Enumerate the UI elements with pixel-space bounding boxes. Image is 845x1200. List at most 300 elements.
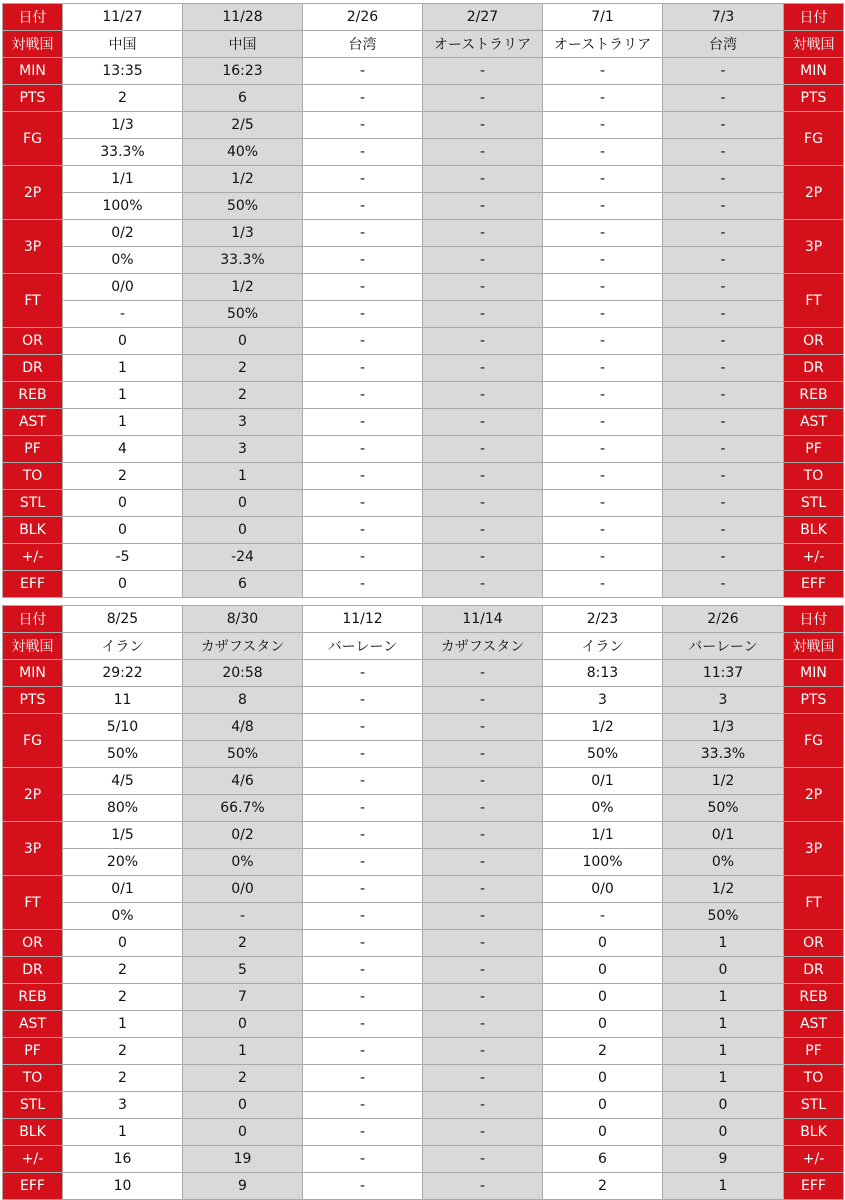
row-label-right: +/- [784, 1146, 844, 1173]
pct-cell: - [663, 139, 784, 166]
stat-cell: 0 [663, 1119, 784, 1146]
pct-cell: - [663, 193, 784, 220]
pct-cell: - [423, 301, 543, 328]
stat-row [3, 660, 844, 687]
stat-cell: 0 [663, 1092, 784, 1119]
pct-cell: - [303, 849, 423, 876]
stat-cell: - [423, 58, 543, 85]
pct-cell: - [303, 795, 423, 822]
pct-cell: - [423, 193, 543, 220]
row-label-right: PTS [784, 85, 844, 112]
stat-cell: - [663, 436, 784, 463]
pct-cell: - [303, 741, 423, 768]
stat-row [3, 58, 844, 85]
stat-cell: 0/1 [543, 768, 663, 795]
stat-cell: 2/23 [543, 606, 663, 633]
row-label-right: 2P [784, 768, 844, 822]
stat-cell: イラン [543, 633, 663, 660]
stat-cell: 7 [183, 984, 303, 1011]
stat-pct-row [3, 193, 844, 220]
row-label-right: FT [784, 274, 844, 328]
stat-cell: 6 [183, 571, 303, 598]
stat-row [3, 463, 844, 490]
stat-cell: - [663, 463, 784, 490]
stat-pct-row [3, 795, 844, 822]
stat-cell: 5/10 [63, 714, 183, 741]
stat-cell: 6 [183, 85, 303, 112]
row-label: 対戦国 [3, 633, 63, 660]
stat-cell: - [423, 1011, 543, 1038]
stat-cell: 0/0 [183, 876, 303, 903]
row-label-right: MIN [784, 660, 844, 687]
stat-row [3, 436, 844, 463]
pct-cell: 50% [663, 795, 784, 822]
stat-row [3, 1119, 844, 1146]
pct-cell: 33.3% [63, 139, 183, 166]
row-label-right: 3P [784, 822, 844, 876]
stat-cell: 9 [183, 1173, 303, 1200]
stat-cell: 1/1 [543, 822, 663, 849]
stat-cell: 0 [183, 1092, 303, 1119]
stat-cell: 0 [63, 517, 183, 544]
stat-cell: - [663, 571, 784, 598]
row-label-right: TO [784, 1065, 844, 1092]
stat-cell: - [423, 544, 543, 571]
stat-cell: 0 [63, 328, 183, 355]
stat-cell: - [663, 85, 784, 112]
stat-cell: 1 [663, 1065, 784, 1092]
stat-cell: 0/1 [63, 876, 183, 903]
pct-cell: 66.7% [183, 795, 303, 822]
row-label: OR [3, 328, 63, 355]
stat-pct-row [3, 849, 844, 876]
stat-cell: - [303, 1119, 423, 1146]
stat-cell: - [423, 517, 543, 544]
stat-cell: 1 [663, 1173, 784, 1200]
stat-cell: - [663, 517, 784, 544]
stat-cell: - [423, 1173, 543, 1200]
stat-cell: - [663, 382, 784, 409]
stat-cell: 7/1 [543, 4, 663, 31]
stat-cell: 10 [63, 1173, 183, 1200]
stat-cell: 11/27 [63, 4, 183, 31]
stat-cell: 4 [63, 436, 183, 463]
stat-pct-row [3, 301, 844, 328]
stat-cell: 11/12 [303, 606, 423, 633]
stat-cell: 2 [63, 85, 183, 112]
row-label: 日付 [3, 4, 63, 31]
stat-cell: - [423, 1092, 543, 1119]
stat-cell: - [303, 1011, 423, 1038]
stat-cell: 1/3 [183, 220, 303, 247]
stat-cell: - [303, 930, 423, 957]
stat-row [3, 1011, 844, 1038]
stat-cell: 1 [183, 463, 303, 490]
row-label: 3P [3, 822, 63, 876]
stat-cell: 1/3 [663, 714, 784, 741]
stat-cell: 0 [543, 984, 663, 1011]
stat-cell: 16:23 [183, 58, 303, 85]
stat-cell: 0 [543, 1119, 663, 1146]
stat-cell: 3 [63, 1092, 183, 1119]
pct-cell: 50% [183, 741, 303, 768]
stat-cell: - [663, 166, 784, 193]
stat-cell: - [303, 1065, 423, 1092]
row-label: PTS [3, 687, 63, 714]
stat-cell: - [543, 490, 663, 517]
pct-cell: - [423, 139, 543, 166]
stat-cell: - [543, 382, 663, 409]
stat-cell: - [303, 490, 423, 517]
stat-row [3, 274, 844, 301]
stat-row [3, 382, 844, 409]
stat-cell: - [423, 1065, 543, 1092]
stat-cell: 4/8 [183, 714, 303, 741]
pct-cell: 50% [63, 741, 183, 768]
stat-cell: 1/2 [183, 166, 303, 193]
stat-cell: 11/14 [423, 606, 543, 633]
row-label-right: MIN [784, 58, 844, 85]
stat-row [3, 822, 844, 849]
stat-cell: - [423, 490, 543, 517]
stat-row [3, 768, 844, 795]
stat-cell: 0 [63, 490, 183, 517]
pct-cell: - [543, 193, 663, 220]
stat-pct-row [3, 247, 844, 274]
stat-cell: 0 [63, 930, 183, 957]
stat-cell: オーストラリア [423, 31, 543, 58]
pct-cell: 100% [543, 849, 663, 876]
row-label: FT [3, 274, 63, 328]
row-label-right: OR [784, 328, 844, 355]
row-label: 3P [3, 220, 63, 274]
row-label: REB [3, 984, 63, 1011]
row-label: OR [3, 930, 63, 957]
row-label-right: AST [784, 1011, 844, 1038]
row-label: TO [3, 463, 63, 490]
stat-cell: 0 [183, 517, 303, 544]
pct-cell: - [543, 139, 663, 166]
stat-cell: 1 [663, 1011, 784, 1038]
stat-cell: - [423, 957, 543, 984]
stat-cell: 8/30 [183, 606, 303, 633]
stat-cell: - [303, 274, 423, 301]
row-label: 日付 [3, 606, 63, 633]
stat-cell: - [663, 274, 784, 301]
stat-row [3, 876, 844, 903]
stat-cell: 2 [63, 463, 183, 490]
row-label-right: PTS [784, 687, 844, 714]
opponent-row [3, 633, 844, 660]
stat-cell: 2 [183, 1065, 303, 1092]
stat-cell: -24 [183, 544, 303, 571]
stat-cell: 2/26 [303, 4, 423, 31]
row-label: +/- [3, 544, 63, 571]
stats-table-1 [2, 3, 844, 598]
stat-row [3, 490, 844, 517]
stat-cell: 1 [63, 409, 183, 436]
stats-table-2 [2, 605, 844, 1200]
stat-cell: 0/2 [183, 822, 303, 849]
stat-cell: 11:37 [663, 660, 784, 687]
stat-cell: 1 [63, 355, 183, 382]
stat-cell: 8:13 [543, 660, 663, 687]
stat-cell: - [423, 822, 543, 849]
stat-cell: - [423, 274, 543, 301]
row-label: EFF [3, 1173, 63, 1200]
stat-cell: 1 [63, 382, 183, 409]
stat-cell: 2 [63, 984, 183, 1011]
stat-cell: 0 [543, 1011, 663, 1038]
stat-cell: 0/0 [543, 876, 663, 903]
pct-cell: - [663, 247, 784, 274]
stat-cell: 2 [183, 355, 303, 382]
row-label-right: PF [784, 436, 844, 463]
opponent-row [3, 31, 844, 58]
pct-cell: - [543, 301, 663, 328]
stat-cell: 0 [543, 1092, 663, 1119]
stat-cell: - [543, 571, 663, 598]
stat-row [3, 409, 844, 436]
stat-cell: 0/1 [663, 822, 784, 849]
stat-cell: - [543, 436, 663, 463]
row-label-right: DR [784, 957, 844, 984]
row-label-right: FG [784, 714, 844, 768]
row-label-right: REB [784, 382, 844, 409]
stat-cell: - [303, 876, 423, 903]
stat-cell: 7/3 [663, 4, 784, 31]
pct-cell: - [423, 795, 543, 822]
stat-cell: 1 [663, 1038, 784, 1065]
pct-cell: - [303, 903, 423, 930]
stat-cell: イラン [63, 633, 183, 660]
row-label-right: 日付 [784, 606, 844, 633]
pct-cell: - [543, 247, 663, 274]
row-label-right: AST [784, 409, 844, 436]
row-label-right: FT [784, 876, 844, 930]
row-label-right: STL [784, 1092, 844, 1119]
stat-cell: - [423, 687, 543, 714]
stat-row [3, 517, 844, 544]
stat-cell: 1 [663, 984, 784, 1011]
stat-cell: - [303, 687, 423, 714]
date-row [3, 4, 844, 31]
stat-cell: - [543, 274, 663, 301]
stat-cell: - [423, 112, 543, 139]
pct-cell: 0% [663, 849, 784, 876]
stat-row [3, 984, 844, 1011]
pct-cell: - [423, 247, 543, 274]
stat-cell: 0 [183, 328, 303, 355]
stat-cell: - [543, 58, 663, 85]
stat-cell: 20:58 [183, 660, 303, 687]
stat-cell: - [423, 166, 543, 193]
stat-cell: - [423, 355, 543, 382]
stat-cell: - [543, 409, 663, 436]
stat-cell: - [303, 58, 423, 85]
pct-cell: 0% [63, 903, 183, 930]
stat-cell: 11 [63, 687, 183, 714]
stat-cell: - [303, 328, 423, 355]
stat-cell: バーレーン [663, 633, 784, 660]
stat-cell: 0/0 [63, 274, 183, 301]
stat-cell: 1/1 [63, 166, 183, 193]
stat-cell: - [543, 517, 663, 544]
stat-cell: - [423, 1038, 543, 1065]
row-label-right: STL [784, 490, 844, 517]
row-label: PTS [3, 85, 63, 112]
stat-cell: - [423, 714, 543, 741]
stat-cell: 2 [63, 957, 183, 984]
stat-cell: - [543, 544, 663, 571]
stat-row [3, 112, 844, 139]
stat-cell: - [663, 355, 784, 382]
stat-cell: 0 [63, 571, 183, 598]
stat-cell: 0 [543, 957, 663, 984]
stat-row [3, 85, 844, 112]
stat-cell: 1 [663, 930, 784, 957]
stat-row [3, 355, 844, 382]
stat-row [3, 1092, 844, 1119]
stat-cell: - [303, 355, 423, 382]
stat-cell: 台湾 [303, 31, 423, 58]
row-label-right: TO [784, 463, 844, 490]
stat-pct-row [3, 903, 844, 930]
pct-cell: - [423, 849, 543, 876]
stat-cell: 1/3 [63, 112, 183, 139]
stat-cell: - [303, 1173, 423, 1200]
row-label-right: PF [784, 1038, 844, 1065]
stat-cell: 台湾 [663, 31, 784, 58]
pct-cell: 0% [63, 247, 183, 274]
stat-row [3, 1173, 844, 1200]
row-label: MIN [3, 660, 63, 687]
pct-cell: 50% [183, 301, 303, 328]
row-label: DR [3, 957, 63, 984]
stat-cell: - [423, 1119, 543, 1146]
pct-cell: 40% [183, 139, 303, 166]
stat-cell: - [303, 220, 423, 247]
stat-cell: 16 [63, 1146, 183, 1173]
stat-cell: - [303, 544, 423, 571]
stat-cell: 3 [663, 687, 784, 714]
pct-cell: - [423, 741, 543, 768]
pct-cell: - [63, 301, 183, 328]
stat-row [3, 328, 844, 355]
pct-cell: 50% [183, 193, 303, 220]
stat-cell: - [303, 85, 423, 112]
row-label: DR [3, 355, 63, 382]
stat-row [3, 687, 844, 714]
pct-cell: 33.3% [183, 247, 303, 274]
row-label: MIN [3, 58, 63, 85]
stat-cell: 2/5 [183, 112, 303, 139]
stat-cell: - [543, 112, 663, 139]
pct-cell: 50% [543, 741, 663, 768]
stat-cell: 8 [183, 687, 303, 714]
stat-cell: - [663, 112, 784, 139]
stat-cell: - [543, 85, 663, 112]
stat-cell: 2 [543, 1173, 663, 1200]
stat-cell: - [423, 571, 543, 598]
pct-cell: - [663, 301, 784, 328]
row-label: +/- [3, 1146, 63, 1173]
stat-cell: 2 [183, 382, 303, 409]
pct-cell: 0% [183, 849, 303, 876]
stat-cell: 2 [63, 1065, 183, 1092]
row-label-right: BLK [784, 517, 844, 544]
stat-pct-row [3, 741, 844, 768]
row-label: EFF [3, 571, 63, 598]
stat-cell: - [423, 85, 543, 112]
stat-cell: 2 [183, 930, 303, 957]
pct-cell: - [543, 903, 663, 930]
stat-cell: - [423, 660, 543, 687]
row-label-right: DR [784, 355, 844, 382]
stat-cell: 4/5 [63, 768, 183, 795]
stat-cell: - [303, 112, 423, 139]
stat-cell: - [303, 571, 423, 598]
stat-row [3, 957, 844, 984]
stat-cell: - [663, 409, 784, 436]
stat-cell: 6 [543, 1146, 663, 1173]
stat-cell: - [423, 768, 543, 795]
stat-row [3, 544, 844, 571]
stat-cell: 29:22 [63, 660, 183, 687]
stat-cell: - [303, 984, 423, 1011]
row-label-right: 対戦国 [784, 31, 844, 58]
row-label-right: 対戦国 [784, 633, 844, 660]
row-label: STL [3, 1092, 63, 1119]
stat-cell: バーレーン [303, 633, 423, 660]
stat-cell: - [303, 822, 423, 849]
stat-cell: - [423, 382, 543, 409]
row-label-right: 3P [784, 220, 844, 274]
row-label-right: EFF [784, 571, 844, 598]
stat-cell: - [423, 220, 543, 247]
stat-cell: - [303, 166, 423, 193]
stat-cell: - [663, 490, 784, 517]
stat-cell: - [303, 1092, 423, 1119]
stat-cell: - [423, 876, 543, 903]
stat-cell: 0 [543, 1065, 663, 1092]
stat-cell: 3 [183, 409, 303, 436]
stat-cell: - [663, 328, 784, 355]
stat-cell: カザフスタン [423, 633, 543, 660]
row-label-right: BLK [784, 1119, 844, 1146]
stat-cell: - [543, 328, 663, 355]
stat-cell: 0 [183, 490, 303, 517]
stat-cell: - [423, 328, 543, 355]
stat-cell: - [543, 355, 663, 382]
stat-row [3, 1065, 844, 1092]
stat-row [3, 166, 844, 193]
stat-cell: - [423, 409, 543, 436]
stat-cell: - [303, 768, 423, 795]
stat-cell: - [303, 1038, 423, 1065]
stat-row [3, 930, 844, 957]
stat-cell: 11/28 [183, 4, 303, 31]
pct-cell: - [303, 139, 423, 166]
stat-cell: 0 [543, 930, 663, 957]
stat-cell: 1 [63, 1011, 183, 1038]
stat-row [3, 571, 844, 598]
row-label: PF [3, 436, 63, 463]
stat-cell: - [543, 463, 663, 490]
stat-cell: - [303, 517, 423, 544]
pct-cell: 50% [663, 903, 784, 930]
stat-cell: - [663, 220, 784, 247]
